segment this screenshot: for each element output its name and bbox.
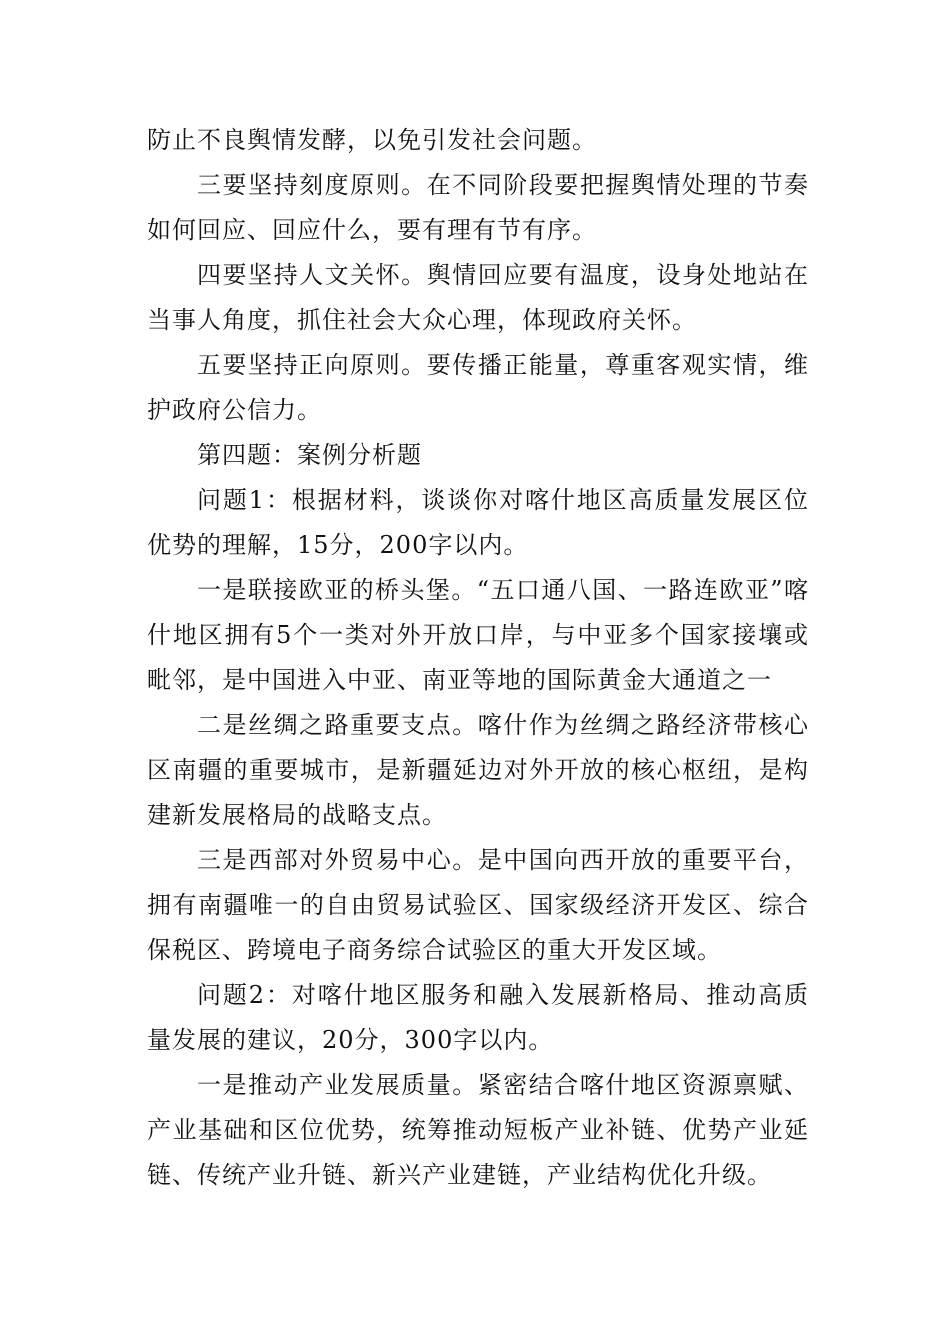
section-heading-question-4: 第四题：案例分析题 bbox=[197, 441, 422, 469]
document-body bbox=[147, 118, 809, 1198]
question-1-prompt: 问题1：根据材料，谈谈你对喀什地区高质量发展区位优势的理解，15分，200字以内。 bbox=[147, 486, 809, 559]
answer-2-point-1: 一是推动产业发展质量。紧密结合喀什地区资源禀赋、产业基础和区位优势，统筹推动短板产业补链、优势产业延链、传统产业升链、新兴产业建链，产业结构优化升级。 bbox=[147, 1071, 809, 1189]
paragraph-1: 防止不良舆情发酵，以免引发社会问题。 bbox=[147, 126, 597, 154]
answer-1-point-3: 三是西部对外贸易中心。是中国向西开放的重要平台，拥有南疆唯一的自由贸易试验区、国家级经济开发区、综合保税区、跨境电子商务综合试验区的重大开发区域。 bbox=[147, 846, 809, 964]
answer-1-point-1: 一是联接欧亚的桥头堡。“五口通八国、一路连欧亚”喀什地区拥有5个一类对外开放口岸，与中亚多个国家接壤或毗邻，是中国进入中亚、南亚等地的国际黄金大通道之一 bbox=[147, 576, 809, 694]
paragraph-2: 三要坚持刻度原则。在不同阶段要把握舆情处理的节奏如何回应、回应什么，要有理有节有序。 bbox=[147, 171, 809, 244]
question-2-prompt: 问题2：对喀什地区服务和融入发展新格局、推动高质量发展的建议，20分，300字以内。 bbox=[147, 981, 809, 1054]
paragraph-4: 五要坚持正向原则。要传播正能量，尊重客观实情，维护政府公信力。 bbox=[147, 351, 809, 424]
answer-1-point-2: 二是丝绸之路重要支点。喀什作为丝绸之路经济带核心区南疆的重要城市，是新疆延边对外开放的核心枢纽，是构建新发展格局的战略支点。 bbox=[147, 711, 809, 829]
paragraph-3: 四要坚持人文关怀。舆情回应要有温度，设身处地站在当事人角度，抓住社会大众心理，体现政府关怀。 bbox=[147, 261, 809, 334]
